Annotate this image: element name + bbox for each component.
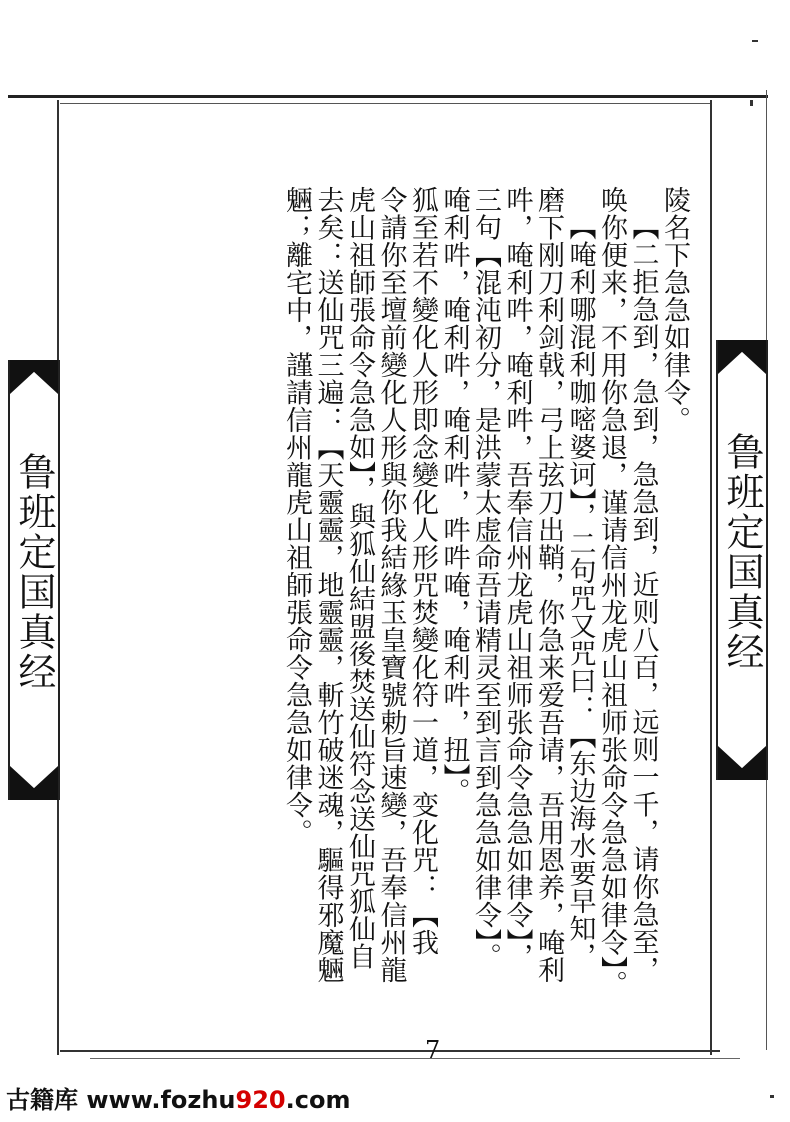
watermark-suffix: .com (285, 1086, 351, 1114)
text-column: 三句【混沌初分，是洪蒙太虚命吾请精灵至到言到急急如律令】。 (470, 186, 501, 970)
book-title-right: 鲁班定国真经 (720, 432, 764, 672)
top-inner-rule (60, 103, 710, 104)
text-column: 磨下刚刀利剑戟，弓上弦刀出鞘，你急来爱吾请，吾用恩养，唵利 (533, 186, 564, 984)
top-border-rule (8, 95, 768, 98)
bottom-border-rule (60, 1050, 720, 1052)
scan-speck (752, 40, 758, 42)
spine-cap-bottom (718, 746, 766, 780)
text-column: 虎山祖師張命令急急如】，與狐仙結盟後焚送仙符念送仙咒狐仙自 (344, 186, 375, 970)
text-column: 唤你便来，不用你急退，谨请信州龙虎山祖师张命令急急如律令】。 (596, 186, 627, 998)
text-column: 狐至若不變化人形即念變化人形咒焚變化符一道，变化咒：【我 (407, 186, 438, 956)
text-column: 魎；離宅中，謹請信州龍虎山祖師張命令急急如律令。 (281, 186, 312, 846)
spine-cap-top (10, 360, 58, 394)
watermark-prefix: 古籍库 www.fozhu (6, 1086, 236, 1114)
site-watermark (6, 1080, 350, 1115)
watermark-highlight: 920 (235, 1086, 286, 1114)
text-column: 吽，唵利吽，唵利吽，吾奉信州龙虎山祖师张命令急急如律令】， (501, 186, 533, 970)
left-spine-label (8, 360, 60, 800)
spine-cap-top (718, 340, 766, 374)
scan-speck (770, 1095, 774, 1098)
right-spine-label (716, 340, 768, 780)
right-margin-rule (710, 100, 712, 1055)
book-title-left: 鲁班定国真经 (12, 452, 56, 692)
text-column: 去矣：送仙咒三遍：【天靈靈，地靈靈，斬竹破迷魂，驅得邪魔魎 (312, 186, 344, 984)
text-column: 唵利吽，唵利吽，唵利吽，吽吽唵，唵利吽，扭】。 (438, 186, 470, 805)
scan-speck (750, 100, 753, 106)
text-column: 令請你至壇前變化人形與你我結緣玉皇寶號勅旨速變，吾奉信州龍 (375, 186, 407, 984)
bottom-inner-rule (90, 1058, 740, 1059)
main-text-body (180, 186, 690, 1046)
text-column: 【二拒急到，急到，急急到，近则八百，远则一千，请你急至， (627, 213, 659, 983)
page-number: 7 (425, 1036, 441, 1064)
spine-cap-bottom (10, 766, 58, 800)
text-column: 【唵利哪混利咖嘧婆诃】，二句咒又咒曰：【东边海水要早知， (564, 213, 596, 970)
text-column: 陵名下急急如律令。 (659, 186, 690, 434)
